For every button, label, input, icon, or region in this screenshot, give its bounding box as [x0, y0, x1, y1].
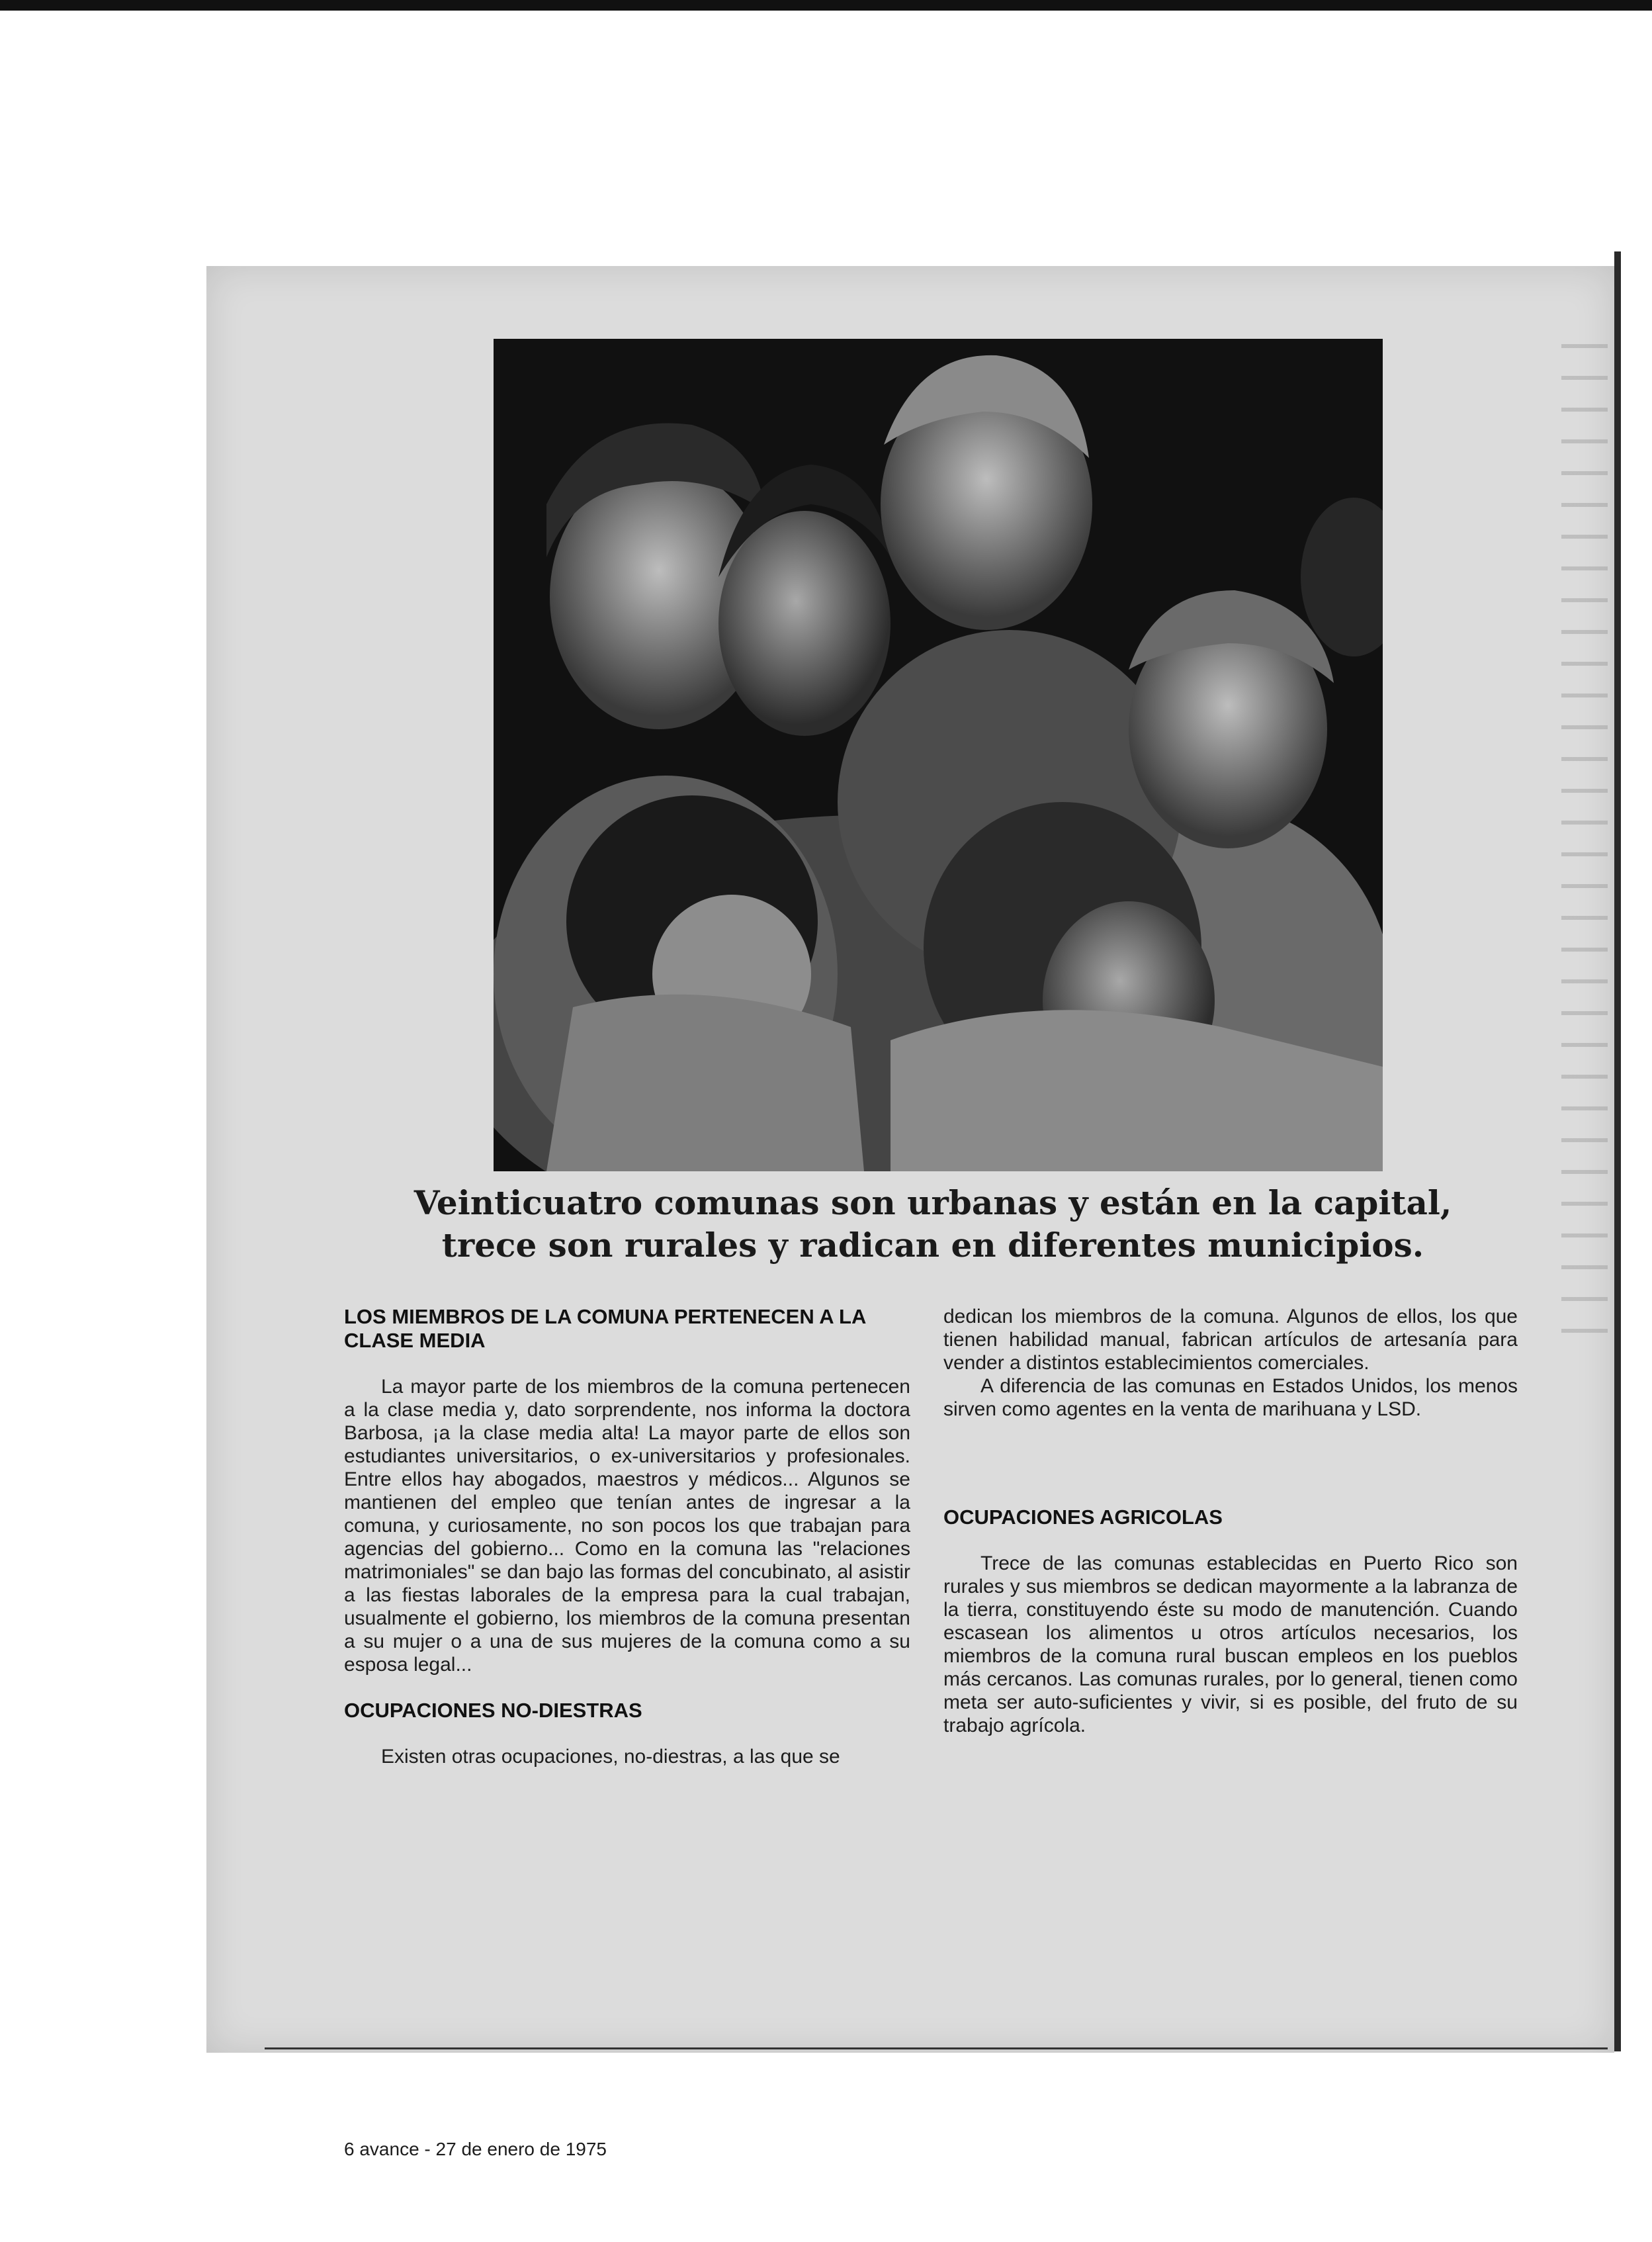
- headline-line-2: trece son rurales y radican en diferentes municipios.: [441, 1226, 1424, 1265]
- paragraph-artesania: dedican los miembros de la comuna. Algunos de ellos, los que tienen habilidad manual, fabrican artículos de artesanía para vender a distintos establecimientos comerciales.: [943, 1306, 1518, 1374]
- section-heading-agricolas: OCUPACIONES AGRICOLAS: [943, 1505, 1223, 1529]
- clipping-edge-shadow: [1614, 251, 1621, 2051]
- page-footer: 6 avance - 27 de enero de 1975: [344, 2139, 607, 2159]
- section-heading-clase-media: LOS MIEMBROS DE LA COMUNA PERTENECEN A LA CLASE MEDIA: [344, 1305, 866, 1352]
- scan-top-border: [0, 0, 1652, 11]
- adjacent-column-bleed: [1561, 344, 1608, 1337]
- paragraph-estados-unidos: A diferencia de las comunas en Estados Unidos, los menos sirven como agentes en la venta de marihuana y LSD.: [943, 1375, 1518, 1420]
- clipping-bottom-rule: [265, 2047, 1608, 2049]
- paragraph-agricolas: Trece de las comunas establecidas en Puerto Rico son rurales y sus miembros se dedican mayormente a la labranza de la tierra, constituyendo éste su modo de manutención. Cuando escasean los alimentos u otros artículos necesarios, los miembros de la comuna rural buscan empleos en los pueblos más cercanos. Las comunas rurales, por lo general, tienen como meta ser auto-suficientes y vivir, si es posible, del fruto de su trabajo agrícola.: [943, 1552, 1518, 1736]
- headline: [370, 1182, 1495, 1267]
- group-photo: [494, 339, 1383, 1171]
- left-column: [344, 1305, 910, 1768]
- headline-line-1: Veinticuatro comunas son urbanas y están en la capital,: [413, 1183, 1452, 1222]
- section-heading-no-diestras: OCUPACIONES NO-DIESTRAS: [344, 1699, 642, 1722]
- paragraph-clase-media: La mayor parte de los miembros de la comuna pertenecen a la clase media y, dato sorprendente, nos informa la doctora Barbosa, ¡a la clase media alta! La mayor parte de ellos son estudiantes universitarios, o ex-universitarios y profesionales. Entre ellos hay abogados, maestros y médicos... Algunos se mantienen del empleo que tenían antes de ingresar a la comuna, y curiosamente, no son pocos los que trabajan para agencias del gobierno... Como en la comuna las "relaciones matrimoniales" se dan bajo las formas del concubinato, al asistir a las fiestas laborales de la empresa para la cual trabajan, usualmente el gobierno, los miembros de la comuna presentan a su mujer o a una de sus mujeres de la comuna como a su esposa legal...: [344, 1376, 910, 1676]
- right-column: [943, 1305, 1518, 1737]
- paragraph-no-diestras: Existen otras ocupaciones, no-diestras, a las que se: [381, 1746, 840, 1768]
